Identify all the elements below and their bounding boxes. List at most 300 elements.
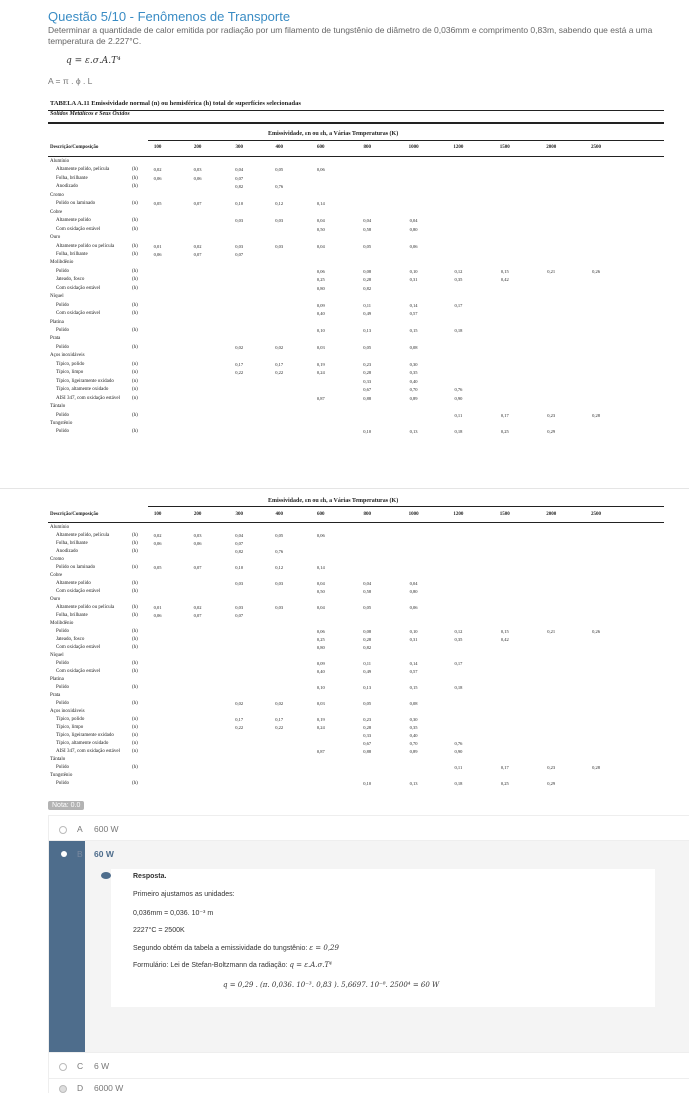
table-row-label: AISI 347, com oxidação estável [56, 749, 121, 754]
selected-indicator [49, 841, 85, 1053]
table-row-label: Altamente polido, película [56, 167, 110, 173]
answer-text: Segundo obtém da tabela a emissividade do tungstênio: [133, 945, 308, 952]
table-row-basis: (h) [132, 175, 138, 181]
answer-text: Formulário: Lei de Stefan-Boltzmann da radiação: [133, 962, 288, 969]
table-cell: 0,26 [592, 629, 600, 634]
table-row-basis: (n) [132, 370, 138, 376]
table-row-label: Ouro [50, 597, 61, 602]
table-row-label: Alumínio [50, 159, 70, 164]
table-row-label: Ouro [50, 235, 61, 241]
table-cell: 0,02 [153, 167, 162, 173]
table-cell: 0,17 [235, 361, 244, 367]
table-cell: 0,05 [275, 533, 284, 538]
table-cell: 0,05 [363, 243, 372, 249]
table-cell: 0,22 [275, 370, 284, 376]
table-cell: 0,15 [500, 268, 509, 274]
column-header: 1200 [453, 145, 464, 150]
table-cell: 0,07 [193, 201, 202, 207]
table-row-basis: (h) [132, 277, 138, 283]
table-cell: 0,12 [275, 201, 284, 207]
table-row-label: Aços inoxidáveis [50, 353, 85, 359]
answer-heading: Resposta. [133, 873, 167, 880]
table-cell: 0,42 [500, 277, 509, 283]
table-cell: 0,17 [275, 361, 284, 367]
column-header: 600 [317, 512, 325, 517]
table-cell: 0,35 [409, 725, 418, 730]
table-cell: 0,31 [409, 277, 418, 283]
description-header: Descrição/Composição [50, 512, 99, 517]
table-cell: 0,10 [235, 201, 244, 207]
table-cell: 0,28 [363, 370, 372, 376]
table-cell: 0,30 [409, 717, 418, 722]
table-row-label: Típico, ligeiramente oxidado [56, 378, 114, 384]
table-cell: 0,15 [500, 629, 509, 634]
table-row-basis: (h) [132, 581, 138, 586]
table-cell: 0,03 [275, 218, 284, 224]
table-row-basis: (h) [132, 765, 138, 770]
table-cell: 0,28 [363, 725, 372, 730]
question-text: Determinar a quantidade de calor emitida por radiação por um filamento de tungstênio de diâmetro de 0,036mm e comprimento 0,83m, sabendo que está a uma temperatura de 2.227°C. [48, 25, 653, 46]
option-letter: B [77, 849, 83, 859]
table-row-label: Molibdênio [50, 621, 74, 626]
table-row-basis: (h) [132, 302, 138, 308]
table-cell: 0,04 [316, 243, 325, 249]
column-header: 2500 [591, 512, 601, 517]
table-cell: 0,04 [316, 218, 325, 224]
table-row-label: Altamente polido, película [56, 533, 110, 538]
table-row-label: Polido ou laminado [56, 565, 96, 570]
column-header: 300 [235, 145, 243, 150]
column-header: 100 [153, 512, 162, 517]
table-cell: 0,26 [592, 268, 600, 274]
table-cell: 0,18 [454, 328, 463, 333]
table-row-basis: (h) [132, 285, 138, 291]
table-row-label: Níquel [50, 294, 64, 300]
table-cell: 0,87 [316, 395, 325, 401]
table-cell: 0,18 [454, 781, 463, 786]
table-cell: 0,40 [409, 378, 418, 384]
option-d[interactable] [48, 1078, 689, 1093]
table-row-label: Prata [50, 693, 61, 698]
table-cell: 0,02 [235, 344, 244, 350]
table-cell: 0,03 [235, 581, 244, 586]
table-row-label: Folha, brilhante [56, 541, 88, 546]
table-row-label: Típico, polido [56, 717, 85, 722]
table-cell: 0,11 [454, 412, 463, 418]
table-cell: 0,13 [409, 429, 418, 435]
table-cell: 0,23 [547, 412, 556, 418]
table-row-basis: (n) [132, 395, 138, 401]
table-cell: 0,04 [409, 581, 418, 586]
table-cell: 0,33 [363, 733, 372, 738]
table-row-basis: (n) [132, 733, 138, 738]
table-row-basis: (n) [132, 717, 138, 722]
table-cell: 0,06 [193, 541, 202, 546]
table-row-label: Polido [56, 629, 70, 634]
table-row-label: Altamente polido ou película [56, 605, 115, 610]
table-cell: 0,07 [193, 565, 202, 570]
table-cell: 0,01 [153, 243, 162, 249]
table-cell: 0,89 [409, 395, 418, 401]
table-row-label: Folha, brilhante [56, 251, 88, 257]
table-cell: 0,06 [316, 629, 325, 634]
column-header: 1500 [499, 145, 510, 150]
table-row-basis: (h) [132, 605, 138, 610]
option-b[interactable] [48, 840, 689, 1054]
option-letter: D [77, 1083, 84, 1093]
table-cell: 0,17 [275, 717, 284, 722]
table-row-label: Com oxidação estável [56, 311, 101, 317]
table-cell: 0,57 [409, 311, 418, 317]
table-row-basis: (h) [132, 629, 138, 634]
table-row-label: Altamente polido [56, 218, 91, 224]
table-row-basis: (n) [132, 725, 138, 730]
table-row-basis: (n) [132, 361, 138, 367]
table-cell: 0,57 [409, 669, 418, 674]
table-cell: 0,30 [409, 361, 418, 367]
table-cell: 0,17 [500, 412, 509, 418]
table-cell: 0,02 [193, 605, 202, 610]
table-subcaption: Sólidos Metálicos e Seus Óxidos [50, 111, 130, 117]
table-cell: 0,21 [547, 268, 556, 274]
description-header: Descrição/Composição [50, 145, 99, 150]
table-row-label: Tungstênio [50, 420, 73, 426]
formula-area: A = π . ϕ . L [48, 76, 93, 86]
table-row-basis: (h) [132, 251, 138, 257]
table-row-label: Polido [56, 429, 70, 435]
table-cell: 0,06 [409, 243, 418, 249]
table-cell: 0,87 [316, 749, 325, 754]
table-row-label: Com oxidação estável [56, 645, 101, 650]
table-cell: 0,06 [316, 167, 325, 173]
table-row-basis: (h) [132, 661, 138, 666]
table-row-label: Polido [56, 328, 70, 333]
table-row-label: Tântalo [50, 757, 66, 762]
table-row-label: Com oxidação estável [56, 285, 101, 291]
table-row-label: Altamente polido [56, 581, 91, 586]
table-cell: 0,18 [454, 685, 463, 690]
table-cell: 0,80 [316, 645, 325, 650]
table-cell: 0,03 [275, 243, 284, 249]
column-header: 2000 [546, 145, 557, 150]
answer-line: Primeiro ajustamos as unidades: [133, 891, 235, 898]
table-cell: 0,82 [363, 285, 372, 291]
table-cell: 0,76 [454, 387, 463, 393]
table-cell: 0,14 [316, 201, 325, 207]
table-cell: 0,29 [547, 429, 556, 435]
table-cell: 0,05 [153, 565, 162, 570]
table-cell: 0,07 [193, 251, 202, 257]
option-text: 600 W [94, 824, 119, 834]
option-text: 6 W [94, 1061, 110, 1071]
column-header: 2000 [546, 512, 557, 517]
table-row-label: Com oxidação estável [56, 589, 101, 594]
table-cell: 0,06 [316, 533, 325, 538]
column-header: 100 [153, 145, 162, 150]
table-cell: 0,22 [235, 370, 244, 376]
table-row-basis: (h) [132, 167, 138, 173]
table-row-basis: (n) [132, 387, 138, 393]
table-row-label: Aços inoxidáveis [50, 709, 85, 714]
table-row-label: Tântalo [50, 404, 66, 410]
answer-line [133, 961, 332, 969]
table-cell: 0,11 [363, 661, 372, 666]
table-cell: 0,04 [235, 167, 244, 173]
table-cell: 0,23 [547, 765, 556, 770]
table-row-label: Cobre [50, 573, 63, 578]
table-row-basis: (h) [132, 243, 138, 249]
table-cell: 0,06 [153, 251, 162, 257]
table-row-basis: (h) [132, 311, 138, 317]
table-row-label: Cromo [50, 192, 64, 198]
table-cell: 0,28 [363, 277, 372, 283]
table-cell: 0,25 [500, 781, 509, 786]
table-cell: 0,76 [454, 741, 463, 746]
table-row-label: Polido [56, 661, 70, 666]
table-cell: 0,06 [316, 268, 325, 274]
table-cell: 0,90 [454, 749, 463, 754]
table-cell: 0,03 [193, 167, 202, 173]
table-cell: 0,82 [235, 549, 244, 554]
table-row-basis: (h) [132, 226, 138, 232]
table-cell: 0,03 [235, 218, 244, 224]
table-row-label: Polido [56, 412, 70, 418]
table-cell: 0,12 [275, 565, 284, 570]
table-row-label: Polido [56, 344, 70, 350]
table-cell: 0,58 [363, 226, 372, 232]
table-row-basis: (h) [132, 429, 138, 435]
stefan-boltzmann-formula: q = ε.A.σ.T⁴ [289, 961, 332, 969]
table-row-label: Platina [50, 677, 64, 682]
table-row-label: Prata [50, 336, 61, 342]
table-row-basis: (n) [132, 201, 138, 207]
table-cell: 0,80 [316, 285, 325, 291]
table-cell: 0,15 [409, 685, 418, 690]
table-row-label: Anodizado [56, 184, 78, 190]
table-cell: 0,89 [409, 749, 418, 754]
table-cell: 0,21 [547, 629, 556, 634]
table-cell: 0,06 [409, 605, 418, 610]
column-header: 200 [193, 512, 202, 517]
table-cell: 0,07 [235, 613, 244, 618]
table-cell: 0,10 [363, 781, 372, 786]
table-row-basis: (h) [132, 549, 138, 554]
option-text: 6000 W [94, 1083, 124, 1093]
table-cell: 0,03 [193, 533, 202, 538]
table-cell: 0,08 [409, 344, 418, 350]
table-row-basis: (h) [132, 184, 138, 190]
table-cell: 0,17 [235, 717, 244, 722]
table-cell: 0,28 [363, 637, 372, 642]
table-cell: 0,05 [363, 344, 372, 350]
emissivity-value: ε = 0,29 [309, 944, 339, 952]
table-row-label: Polido [56, 765, 70, 770]
table-cell: 0,03 [316, 701, 325, 706]
grade-badge: Nota: 0.0 [48, 801, 84, 810]
table-row-label: Polido [56, 781, 70, 786]
table-caption: TABELA A.11 Emissividade normal (n) ou hemisférica (h) total de superfícies selecionadas [50, 100, 301, 107]
option-c[interactable] [48, 1052, 689, 1081]
table-cell: 0,19 [316, 717, 325, 722]
table-cell: 0,17 [454, 661, 463, 666]
table-cell: 0,03 [235, 605, 244, 610]
comment-icon [101, 872, 111, 879]
table-row-label: Com oxidação estável [56, 669, 101, 674]
table-cell: 0,06 [153, 541, 162, 546]
table-row-label: Típico, limpo [56, 725, 84, 730]
table-row-basis: (h) [132, 589, 138, 594]
table-cell: 0,88 [363, 749, 372, 754]
table-row-basis: (h) [132, 344, 138, 350]
table-row-label: Polido [56, 268, 70, 274]
section-divider [0, 488, 689, 489]
table-row-basis: (h) [132, 412, 138, 418]
column-header: 2500 [591, 145, 601, 150]
table-cell: 0,03 [275, 605, 284, 610]
table-cell: 0,24 [316, 370, 325, 376]
table-cell: 0,13 [363, 328, 372, 333]
table-cell: 0,24 [316, 725, 325, 730]
table-cell: 0,70 [409, 741, 418, 746]
column-header: 600 [317, 145, 325, 150]
table-cell: 0,10 [409, 629, 418, 634]
table-cell: 0,58 [363, 589, 372, 594]
table-cell: 0,15 [409, 328, 418, 333]
table-cell: 0,07 [193, 613, 202, 618]
table-cell: 0,12 [454, 629, 463, 634]
column-header: 1500 [499, 512, 510, 517]
table-row-label: Molibdênio [50, 260, 74, 266]
table-cell: 0,10 [409, 268, 418, 274]
table-cell: 0,28 [592, 412, 600, 418]
table-cell: 0,31 [409, 637, 418, 642]
table-row-label: Típico, altamente oxidado [56, 741, 109, 746]
option-letter: C [77, 1061, 84, 1071]
table-row-basis: (h) [132, 533, 138, 538]
table-cell: 0,40 [409, 733, 418, 738]
table-cell: 0,08 [363, 268, 372, 274]
table-cell: 0,80 [409, 226, 418, 232]
table-row-label: Com oxidação estável [56, 226, 101, 232]
table-cell: 0,10 [316, 328, 325, 333]
table-cell: 0,03 [316, 344, 325, 350]
table-row-basis: (n) [132, 749, 138, 754]
answer-explanation [111, 869, 655, 1007]
answer-line: 0,036mm = 0,036. 10⁻³ m [133, 910, 214, 917]
table-cell: 0,05 [275, 167, 284, 173]
table-cell: 0,12 [454, 268, 463, 274]
table-cell: 0,49 [363, 669, 372, 674]
table-cell: 0,06 [193, 175, 202, 181]
table-row-label: Polido [56, 685, 70, 690]
table-row-basis: (h) [132, 669, 138, 674]
table-row-label: Polido [56, 701, 70, 706]
table-cell: 0,04 [363, 218, 372, 224]
table-cell: 0,35 [454, 637, 463, 642]
column-header: 1000 [408, 145, 419, 150]
table-cell: 0,35 [454, 277, 463, 283]
table-row-basis: (h) [132, 218, 138, 224]
table-cell: 0,22 [235, 725, 244, 730]
column-header: 1200 [453, 512, 464, 517]
table-cell: 0,11 [363, 302, 372, 308]
table-row-label: Polido ou laminado [56, 201, 96, 207]
emissivity-table-2 [48, 494, 664, 790]
table-cell: 0,08 [363, 629, 372, 634]
table-cell: 0,05 [363, 701, 372, 706]
table-cell: 0,01 [153, 605, 162, 610]
table-row-basis: (h) [132, 613, 138, 618]
table-cell: 0,82 [235, 184, 244, 190]
formula-q: q = ε.σ.A.T⁴ [66, 56, 121, 66]
answer-line: 2227°C = 2500K [133, 927, 185, 934]
table-cell: 0,40 [316, 669, 325, 674]
table-row-label: Cobre [50, 209, 63, 215]
table-cell: 0,19 [316, 361, 325, 367]
table-cell: 0,02 [193, 243, 202, 249]
table-row-label: Anodizado [56, 549, 78, 554]
table-row-basis: (n) [132, 378, 138, 384]
table-cell: 0,25 [316, 277, 325, 283]
table-cell: 0,50 [316, 589, 325, 594]
column-header: 400 [275, 145, 283, 150]
radio-icon[interactable] [59, 826, 67, 834]
table-cell: 0,08 [409, 701, 418, 706]
table-row-basis: (n) [132, 565, 138, 570]
column-header: 300 [235, 512, 243, 517]
radio-selected-icon[interactable] [61, 851, 67, 857]
table-cell: 0,04 [363, 581, 372, 586]
radio-icon[interactable] [59, 1063, 67, 1071]
table-row-label: Jateado, fosco [56, 637, 85, 642]
table-cell: 0,23 [363, 717, 372, 722]
table-row-label: Típico, limpo [56, 370, 84, 376]
option-text: 60 W [94, 849, 114, 859]
table-cell: 0,06 [153, 175, 162, 181]
table-cell: 0,04 [235, 533, 244, 538]
table-row-basis: (h) [132, 701, 138, 706]
calculation-line: q = 0,29 . (π. 0,036. 10⁻³. 0,83 ). 5,6697. 10⁻⁸. 2500⁴ = 60 W [223, 981, 440, 989]
table-row-basis: (h) [132, 685, 138, 690]
table-cell: 0,05 [363, 605, 372, 610]
table-cell: 0,70 [409, 387, 418, 393]
table-row-basis: (h) [132, 328, 138, 333]
table-cell: 0,04 [316, 605, 325, 610]
table-cell: 0,29 [547, 781, 556, 786]
table-cell: 0,76 [275, 184, 284, 190]
table-cell: 0,90 [454, 395, 463, 401]
table-row-basis: (h) [132, 645, 138, 650]
temperature-group-header: Emissividade, εn ou εh, a Várias Temperaturas (K) [268, 131, 399, 137]
table-cell: 0,06 [153, 613, 162, 618]
table-cell: 0,82 [363, 645, 372, 650]
table-row-label: Típico, altamente oxidado [56, 387, 109, 393]
table-cell: 0,22 [275, 725, 284, 730]
table-cell: 0,02 [235, 701, 244, 706]
table-cell: 0,10 [235, 565, 244, 570]
table-row-label: Cromo [50, 557, 64, 562]
table-cell: 0,13 [363, 685, 372, 690]
column-header: 1000 [408, 512, 419, 517]
table-row-label: Folha, brilhante [56, 613, 88, 618]
table-cell: 0,04 [316, 581, 325, 586]
table-cell: 0,80 [409, 589, 418, 594]
table-row-basis: (h) [132, 541, 138, 546]
table-row-basis: (h) [132, 781, 138, 786]
table-cell: 0,10 [363, 429, 372, 435]
table-cell: 0,04 [409, 218, 418, 224]
column-header: 400 [275, 512, 283, 517]
